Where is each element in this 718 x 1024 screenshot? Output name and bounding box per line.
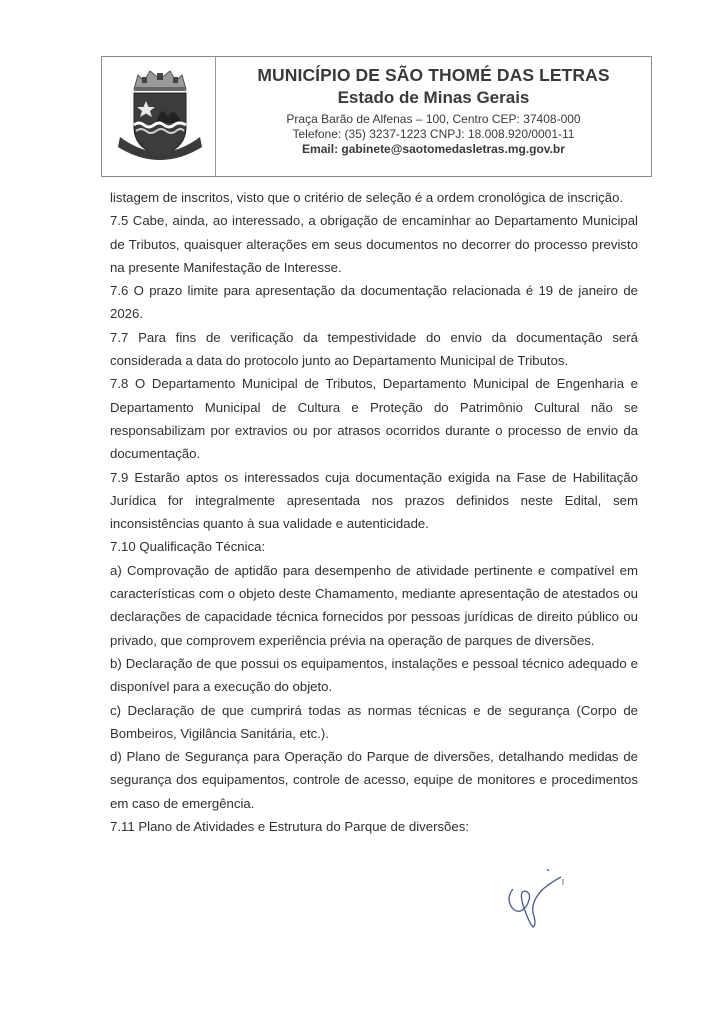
letterhead bbox=[101, 56, 652, 177]
item-c: c) Declaração de que cumprirá todas as normas técnicas e de segurança (Corpo de Bombeiros, Vigilância Sanitária, etc.). bbox=[110, 702, 638, 741]
item-d: d) Plano de Segurança para Operação do Parque de diversões, detalhando medidas de segurança dos equipamentos, controle de acesso, equipe de monitores e procedimentos em caso de emergência. bbox=[110, 749, 638, 811]
coat-of-arms-icon bbox=[116, 67, 204, 167]
paragraph-7-5: 7.5 Cabe, ainda, ao interessado, a obrigação de encaminhar ao Departamento Municipal de Tributos, quaisquer alterações em seus documentos no decorrer do processo previsto na presente Manifestação de Interesse. bbox=[110, 213, 638, 275]
municipality-title: MUNICÍPIO DE SÃO THOMÉ DAS LETRAS bbox=[257, 65, 610, 85]
paragraph-7-9: 7.9 Estarão aptos os interessados cuja documentação exigida na Fase de Habilitação Jurídica for integralmente apresentada nos prazos definidos neste Edital, sem inconsistências quanto à sua validade e autenticidade. bbox=[110, 469, 638, 532]
item-a: a) Comprovação de aptidão para desempenho de atividade pertinente e compatível em características com o objeto deste Chamamento, mediante apresentação de atestados ou declarações de capacidade técnica fornecidos por pessoas jurídicas de direito público ou privado, que comprovem experiência prévia na operação de parques de diversões. bbox=[110, 562, 638, 648]
signature-icon bbox=[503, 865, 565, 935]
item-b: b) Declaração de que possui os equipamentos, instalações e pessoal técnico adequado e disponível para a execução do objeto. bbox=[110, 655, 638, 695]
state-name: Estado de Minas Gerais bbox=[337, 88, 530, 107]
heading-7-10: 7.10 Qualificação Técnica: bbox=[110, 539, 266, 555]
paragraph-7-7: 7.7 Para fins de verificação da tempestividade do envio da documentação será considerada a data do protocolo junto ao Departamento Municipal de Tributos. bbox=[110, 329, 638, 369]
paragraph-7-6: 7.6 O prazo limite para apresentação da documentação relacionada é 19 de janeiro de 2026. bbox=[110, 283, 638, 322]
email: Email: gabinete@saotomedasletras.mg.gov.br bbox=[302, 142, 565, 156]
address: Praça Barão de Alfenas – 100, Centro CEP: 37408-000 bbox=[286, 112, 581, 126]
phone-cnpj: Telefone: (35) 3237-1223 CNPJ: 18.008.920/0001-11 bbox=[292, 127, 575, 141]
heading-7-11: 7.11 Plano de Atividades e Estrutura do Parque de diversões: bbox=[110, 819, 469, 835]
paragraph-inscricao: listagem de inscritos, visto que o critério de seleção é a ordem cronológica de inscrição. bbox=[110, 190, 624, 205]
letterhead-text bbox=[216, 57, 651, 176]
paragraph-7-8: 7.8 O Departamento Municipal de Tributos, Departamento Municipal de Engenharia e Departamento Municipal de Cultura e Proteção do Patrimônio Cultural não se responsabilizam por extravios ou por atrasos ocorridos durante o processo de envio da documentação. bbox=[110, 376, 638, 462]
document-body bbox=[110, 186, 638, 838]
